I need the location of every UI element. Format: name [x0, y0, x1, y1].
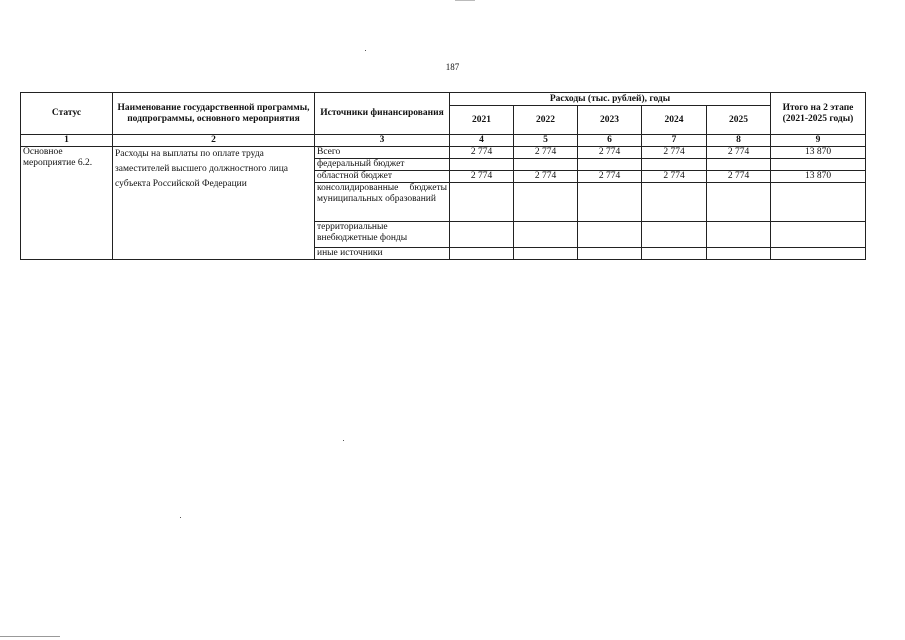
value-cell	[642, 159, 707, 171]
page-number: 187	[445, 62, 460, 72]
table-row	[21, 147, 866, 159]
total-cell: 13 870	[771, 147, 866, 159]
budget-table	[20, 92, 866, 260]
value-cell	[707, 183, 771, 222]
value-cell	[578, 222, 642, 248]
header-total: Итого на 2 этапе (2021-2025 годы)	[771, 93, 866, 135]
value-cell	[642, 183, 707, 222]
header-expenses-group: Расходы (тыс. рублей), годы	[450, 93, 771, 106]
value-cell	[578, 248, 642, 260]
value-cell	[450, 159, 514, 171]
column-number: 5	[514, 135, 578, 147]
value-cell	[578, 183, 642, 222]
value-cell: 2 774	[450, 171, 514, 183]
header-year: 2022	[514, 106, 578, 135]
column-numbers-row	[21, 135, 866, 147]
column-number: 8	[707, 135, 771, 147]
total-cell	[771, 248, 866, 260]
scan-speck	[365, 50, 366, 51]
column-number: 1	[21, 135, 113, 147]
source-cell: Всего	[315, 147, 450, 159]
column-number: 4	[450, 135, 514, 147]
column-number: 2	[113, 135, 315, 147]
status-cell: Основное мероприятие 6.2.	[21, 147, 113, 260]
name-cell: Расходы на выплаты по оплате труда заместителей высшего должностного лица субъекта Российской Федерации	[113, 147, 315, 260]
total-cell	[771, 183, 866, 222]
value-cell	[707, 248, 771, 260]
header-year: 2024	[642, 106, 707, 135]
scan-edge-line	[0, 636, 60, 637]
source-cell: областной бюджет	[315, 171, 450, 183]
source-cell: территориальные внебюджетные фонды	[315, 222, 450, 248]
scan-edge-line	[455, 0, 475, 1]
source-cell: федеральный бюджет	[315, 159, 450, 171]
value-cell	[578, 159, 642, 171]
column-number: 6	[578, 135, 642, 147]
value-cell	[514, 183, 578, 222]
value-cell	[707, 222, 771, 248]
scan-speck	[180, 517, 181, 518]
source-cell: иные источники	[315, 248, 450, 260]
source-cell: консолидированные бюджеты муниципальных образований	[315, 183, 450, 222]
header-year: 2025	[707, 106, 771, 135]
header-year: 2021	[450, 106, 514, 135]
value-cell: 2 774	[514, 171, 578, 183]
total-cell	[771, 222, 866, 248]
value-cell	[450, 248, 514, 260]
column-number: 9	[771, 135, 866, 147]
total-cell: 13 870	[771, 171, 866, 183]
value-cell	[450, 222, 514, 248]
value-cell: 2 774	[707, 171, 771, 183]
value-cell	[514, 159, 578, 171]
column-number: 7	[642, 135, 707, 147]
value-cell	[514, 222, 578, 248]
header-name: Наименование государственной программы, подпрограммы, основного мероприятия	[113, 93, 315, 135]
value-cell: 2 774	[578, 147, 642, 159]
value-cell: 2 774	[707, 147, 771, 159]
value-cell	[642, 248, 707, 260]
value-cell	[514, 248, 578, 260]
value-cell: 2 774	[514, 147, 578, 159]
total-cell	[771, 159, 866, 171]
header-year: 2023	[578, 106, 642, 135]
header-status: Статус	[21, 93, 113, 135]
value-cell	[642, 222, 707, 248]
value-cell	[707, 159, 771, 171]
value-cell: 2 774	[642, 171, 707, 183]
column-number: 3	[315, 135, 450, 147]
value-cell: 2 774	[450, 147, 514, 159]
scan-speck	[343, 440, 344, 441]
header-sources: Источники финансирования	[315, 93, 450, 135]
value-cell	[450, 183, 514, 222]
value-cell: 2 774	[578, 171, 642, 183]
value-cell: 2 774	[642, 147, 707, 159]
